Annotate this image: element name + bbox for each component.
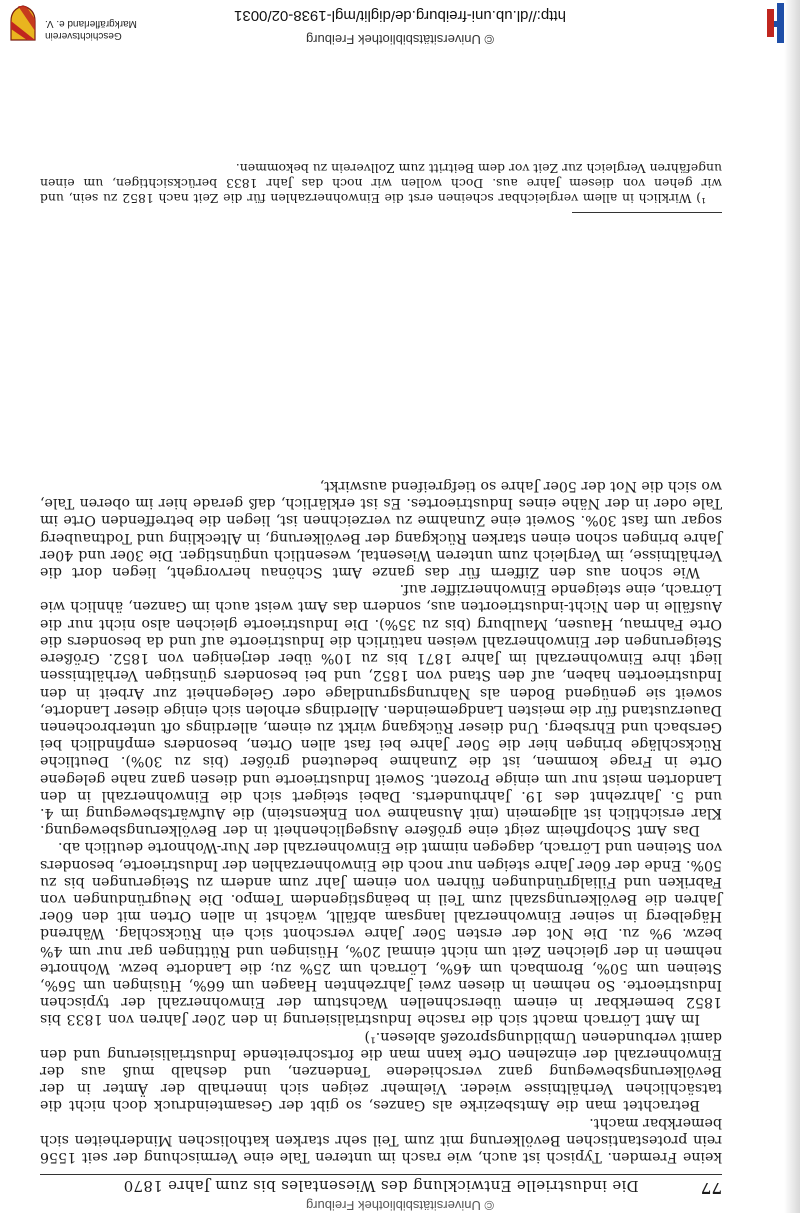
society-name: Geschichtsverein Markgräflerland e. V. [45,18,137,41]
running-title: Die industrielle Entwicklung des Wiesentales bis zum Jahre 1870 [123,1177,639,1195]
body-text [40,477,722,1165]
running-header [40,1174,722,1197]
footnote-rule [572,212,722,213]
paragraph: Im Amt Lörrach macht sich die rasche Industrialisierung in den 20er Jahren von 1833 bis 1852 bemerkbar in einem überschnellen Wachstum der Einwohnerzahl der typischen Industrieorte. So nehmen in diesen zwei Jahrzehnten Haagen um 66%, Hüsingen um 56%, Steinen um 50%, Brombach um 46%, Lörrach um 25% zu; die Landorte bezw. Wohnorte nehmen in der gleichen Zeit um nicht einmal 20%, Hüsingen und Rüttingen gar nur um 4% bezw. 9% zu. Die Not der ersten 50er Jahre verschont sich ein Rückschlag. Während Hägelberg in seiner Einwohnerzahl langsam abfällt, wächst in allen Orten mit den 60er Jahren die Bevölkerungszahl zum Teil in beängstigendem Tempo. Die Neugründungen von Fabriken und Filialgründungen führen von einem Jahr zum andern zu Steigerungen bis zu 50%. Ende der 60er Jahre steigen nur noch die Einwohnerzahlen der Industrieorte, besonders von Steinen und Lörrach, dagegen nimmt die Einwohnerzahl der Nur-Wohnorte deutlich ab. [40,839,722,1028]
page-number: 77 [700,1179,722,1197]
page-edge-shadow [784,0,800,1213]
footer-url-link[interactable]: http://dl.ub.uni-freiburg.de/diglit/mgl-1938-02/0031 [234,7,566,24]
paragraph: keine Fremden. Typisch ist auch, wie rasch im unteren Tale eine Vermischung der seit 1556 rein protestantischen Bevölkerung mit zum Teil sehr starken katholischen Minderheiten sich bemerkbar macht. [40,1114,722,1165]
paragraph: Betrachtet man die Amtsbezirke als Ganzes, so gibt der Gesamteindruck doch nicht die tatsächlichen Verhältnisse wieder. Vielmehr zeigen sich innerhalb der Ämter in der Bevölkerungsbewegung ganz verschiedene Tendenzen, und deshalb muß aus der Einwohnerzahl der einzelnen Orte kann man die fortschreitende Industrialisierung und den damit verbundenen Umbildungsprozeß ablesen.¹) [40,1028,722,1114]
footnote-text: ¹) Wirklich in allem vergleichbar scheinen erst die Einwohnerzahlen für die Zeit nach 1852 zu sein, und wir gehen von diesem Jahre aus. Doch wollen wir noch das Jahr 1833 berücksichtigen, um einen ungefähren Vergleich zur Zeit vor dem Beitritt zum Zollverein zu bekommen. [40,161,722,206]
footer-copyright: © Universitätsbibliothek Freiburg [305,32,495,47]
paragraph: Das Amt Schopfheim zeigt eine größere Ausgeglichenheit in der Bevölkerungsbewegung. Klar ersichtlich ist allgemein (mit Ausnahme von Enkenstein) die Aufwärtsbewegung im 4. und 5. Jahrzehnt des 19. Jahrhunderts. Dabei steigert sich die Einwohnerzahl in den Landorten meist nur um einige Prozent. Soweit Industrieorte und diesen ganz nahe gelegene Orte in Frage kommen, ist die Zunahme bedeutend größer (bis zu 30%). Deutliche Rückschläge bringen hier die 50er Jahre bei fast allen Orten, besonders empfindlich bei Gersbach und Ehrsberg. Und dieser Rückgang wirkt zu einem, allerdings oft unterbrochenen Dauerzustand für die meisten Landgemeinden. Allerdings erholen sich einige dieser Landorte, soweit sie genügend Boden als Nahrungsgrundlage oder Gelegenheit zur Arbeit in den Industrieorten haben, auf den Stand von 1852, und bei besonders günstigen Verhältnissen liegt ihre Einwohnerzahl im Jahre 1871 bis zu 10% über derjenigen von 1852. Größere Steigerungen der Einwohnerzahl weisen natürlich die Industrieorte auf und da besonders die Orte Fahrnau, Hausen, Maulburg (bis zu 35%). Die Industrieorte gleichen also nicht nur die Ausfälle in den Nicht-industrieorten aus, sondern das Amt weist auch im Ganzen, ähnlich wie Lörrach, eine steigende Einwohnerziffer auf. [40,581,722,839]
top-edge-copyright [0,1199,800,1213]
society-shield-icon [10,5,36,41]
top-edge-copyright-text: © Universitätsbibliothek Freiburg [305,1198,495,1213]
paragraph: Wie schon aus den Ziffern für das ganze Amt Schönau hervorgeht, liegen dort die Verhältnisse, im Vergleich zum unteren Wiesental, wesentlich ungünstiger. Die 30er und 40er Jahre bringen schon einen starken Rückgang der Bevölkerung, in Alteckling und Todtnauberg sogar um fast 30%. Soweit eine Zunahme zu verzeichnen ist, liegen die betreffenden Orte im Tale oder in der Nähe eines Industrieortes. Es ist erklärlich, daß gerade hier im oberen Tale, wo sich die Not der 50er Jahre so tiefgreifend auswirkt, [40,478,722,581]
footnote [40,161,722,213]
